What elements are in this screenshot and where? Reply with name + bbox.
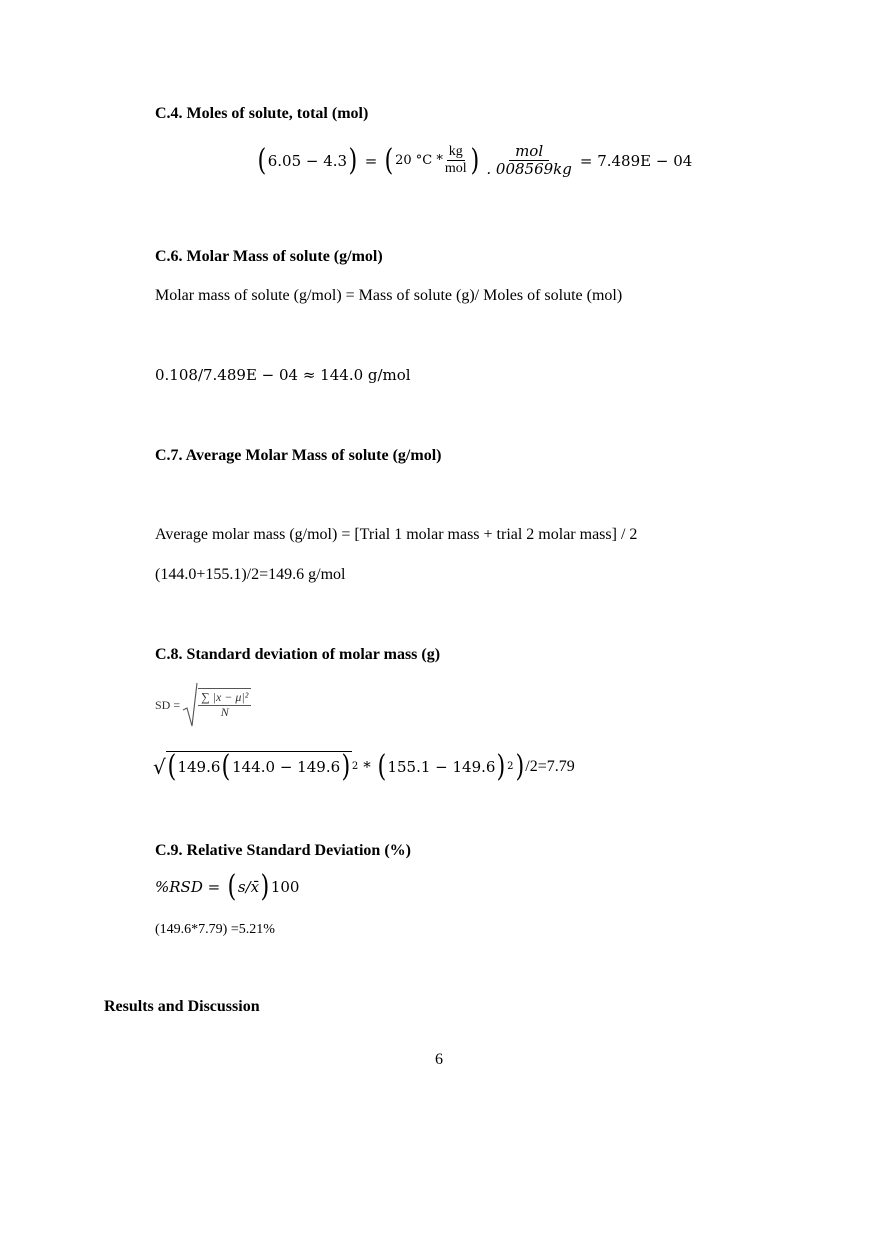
c7-formula: Average molar mass (g/mol) = [Trial 1 molar mass + trial 2 molar mass] / 2 <box>155 526 638 543</box>
c4-equals: = <box>364 151 378 170</box>
results-heading: Results and Discussion <box>104 998 260 1015</box>
sd-formula-image: SD = $\frac{\text{∑ |x − μ|²}}{N}$ <box>155 682 251 728</box>
c9-calc: (149.6*7.79) =5.21% <box>155 922 275 937</box>
page-number: 6 <box>435 1051 443 1068</box>
c8-calc: √ ( 149.6 ( 144.0 − 149.6 ) 2 * ( 155.1 − 149.6 ) 2 ) /2=7.79 <box>153 748 575 784</box>
c6-calc: 0.108/7.489E − 04 ≈ 144.0 g/mol <box>155 366 411 384</box>
section-c4-heading: C.4. Moles of solute, total (mol) <box>155 105 369 122</box>
c4-equation: ( 6.05 − 4.3 ) = ( 20 °C * $\frac{kg}{\text{mol}}$ ) $\frac{\text{mol}}{. 008569kg}$ = 7.489E − 04 <box>257 142 693 179</box>
section-c9-heading: C.9. Relative Standard Deviation (%) <box>155 842 411 859</box>
sqrt-icon <box>182 682 198 728</box>
c4-temp: 20 °C * <box>395 153 443 169</box>
section-c6-heading: C.6. Molar Mass of solute (g/mol) <box>155 248 383 265</box>
sqrt-symbol-icon: √ <box>153 754 166 779</box>
rsd-formula: %RSD = ( s/x̄ ) 100 <box>155 869 300 904</box>
c4-unit-fraction: $\frac{kg}{\text{mol}}$ <box>444 144 467 177</box>
section-c8-heading: C.8. Standard deviation of molar mass (g) <box>155 646 441 663</box>
c4-mol-fraction: $\frac{\text{mol}}{. 008569kg}$ <box>486 142 572 179</box>
c4-result: = 7.489E − 04 <box>579 151 693 170</box>
c7-calc: (144.0+155.1)/2=149.6 g/mol <box>155 566 346 583</box>
c6-formula: Molar mass of solute (g/mol) = Mass of solute (g)/ Moles of solute (mol) <box>155 287 623 304</box>
c4-lhs: 6.05 − 4.3 <box>267 151 348 170</box>
section-c7-heading: C.7. Average Molar Mass of solute (g/mol) <box>155 447 442 464</box>
